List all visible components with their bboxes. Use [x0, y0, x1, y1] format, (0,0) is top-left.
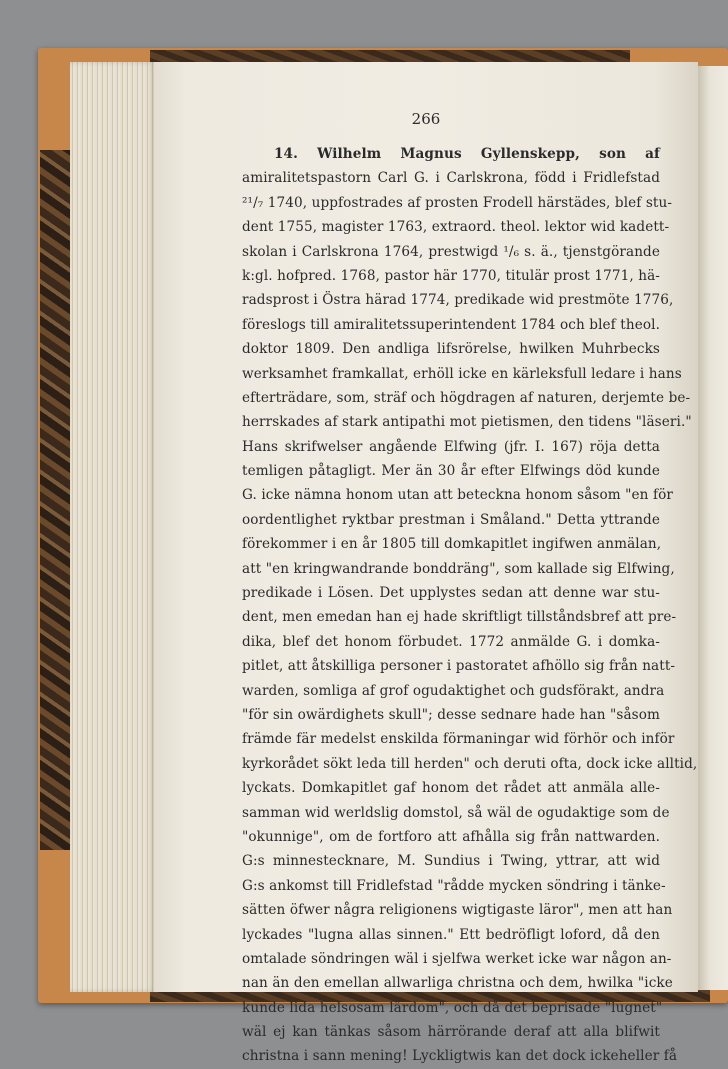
text-line: "okunnige", om de fortforo att afhålla sig från nattwarden.	[242, 828, 660, 845]
book-page	[154, 62, 698, 1065]
text-line: att "en kringwandrande bonddräng", som kallade sig Elfwing,	[242, 560, 675, 577]
text-line: nan än den emellan allwarliga christna och dem, hwilka "icke	[242, 975, 673, 992]
text-line: dent 1755, magister 1763, extraord. theol. lektor wid kadett-	[242, 219, 670, 236]
text-line: predikade i Lösen. Det upplystes sedan att denne war stu-	[242, 585, 660, 602]
page-edges	[70, 62, 156, 992]
text-line: christna i sann mening! Lyckligtwis kan det dock ickeheller få	[242, 1048, 678, 1065]
text-line: oordentlighet ryktbar prestman i Småland." Detta yttrande	[242, 511, 660, 528]
text-line: amiralitetspastorn Carl G. i Carlskrona, född i Fridlefstad	[242, 170, 660, 187]
text-line: doktor 1809. Den andliga lifsrörelse, hwilken Muhrbecks	[242, 341, 660, 358]
text-line: "för sin owärdighets skull"; desse sednare hade han "såsom	[242, 706, 660, 723]
text-line: skolan i Carlskrona 1764, prestwigd ¹/₆ s. ä., tjenstgörande	[242, 243, 660, 260]
marbled-edge	[40, 150, 70, 850]
text-line: dika, blef det honom förbudet. 1772 anmälde G. i domka-	[242, 633, 660, 650]
text-line: Hans skrifwelser angående Elfwing (jfr. I. 167) röja detta	[242, 438, 660, 455]
text-line: k:gl. hofpred. 1768, pastor här 1770, titulär prost 1771, hä-	[242, 267, 660, 284]
text-line: främde fär medelst enskilda förmaningar wid förhör och inför	[242, 731, 675, 748]
body-text	[242, 142, 698, 1069]
text-line: kyrkorådet sökt leda till herden" och deruti ofta, dock icke alltid,	[242, 755, 698, 772]
text-line: 14. Wilhelm Magnus Gyllenskepp, son af	[274, 146, 660, 162]
text-line: warden, somliga af grof ogudaktighet och gudsförakt, andra	[242, 682, 665, 699]
text-line: sätten öfwer några religionens wigtigaste läror", men att han	[242, 902, 673, 919]
text-line: werksamhet framkallat, erhöll icke en kärleksfull ledare i hans	[242, 365, 682, 382]
text-line: föreslogs till amiralitetssuperintendent 1784 och blef theol.	[242, 316, 660, 333]
text-line: G:s ankomst till Fridlefstad "rådde mycken söndring i tänke-	[242, 877, 666, 894]
text-line: dent, men emedan han ej hade skriftligt tillståndsbref att pre-	[242, 609, 677, 626]
text-line: ²¹/₇ 1740, uppfostrades af prosten Frodell härstädes, blef stu-	[242, 194, 673, 211]
text-line: efterträdare, som, sträf och högdragen af naturen, derjemte be-	[242, 389, 691, 406]
text-line: temligen påtagligt. Mer än 30 år efter Elfwings död kunde	[242, 463, 660, 480]
text-line: samman wid werldslig domstol, så wäl de ogudaktige som de	[242, 804, 670, 821]
text-line: pitlet, att åtskilliga personer i pastoratet afhöllo sig från natt-	[242, 658, 676, 675]
text-line: radsprost i Östra härad 1774, predikade wid prestmöte 1776,	[242, 292, 674, 309]
text-line: wäl ej kan tänkas såsom härrörande deraf att alla blifwit	[242, 1024, 660, 1041]
text-line: lyckades "lugna allas sinnen." Ett bedröfligt loford, då den	[242, 926, 660, 943]
text-line: omtalade söndringen wäl i sjelfwa werket icke war någon an-	[242, 950, 672, 967]
text-line: herrskades af stark antipathi mot pietismen, den tidens "läseri."	[242, 414, 692, 431]
text-line: förekommer i en år 1805 till domkapitlet ingifwen anmälan,	[242, 536, 662, 553]
text-line: kunde lida helsosam lärdom", och då det beprisade "lugnet"	[242, 999, 663, 1016]
page-number: 266	[411, 110, 441, 128]
text-line: G. icke nämna honom utan att beteckna honom såsom "en för	[242, 487, 673, 504]
text-line: G:s minnestecknare, M. Sundius i Twing, yttrar, att wid	[242, 853, 660, 870]
text-line: lyckats. Domkapitlet gaf honom det rådet att anmäla alle-	[242, 780, 660, 797]
facing-page-edge	[698, 66, 728, 990]
